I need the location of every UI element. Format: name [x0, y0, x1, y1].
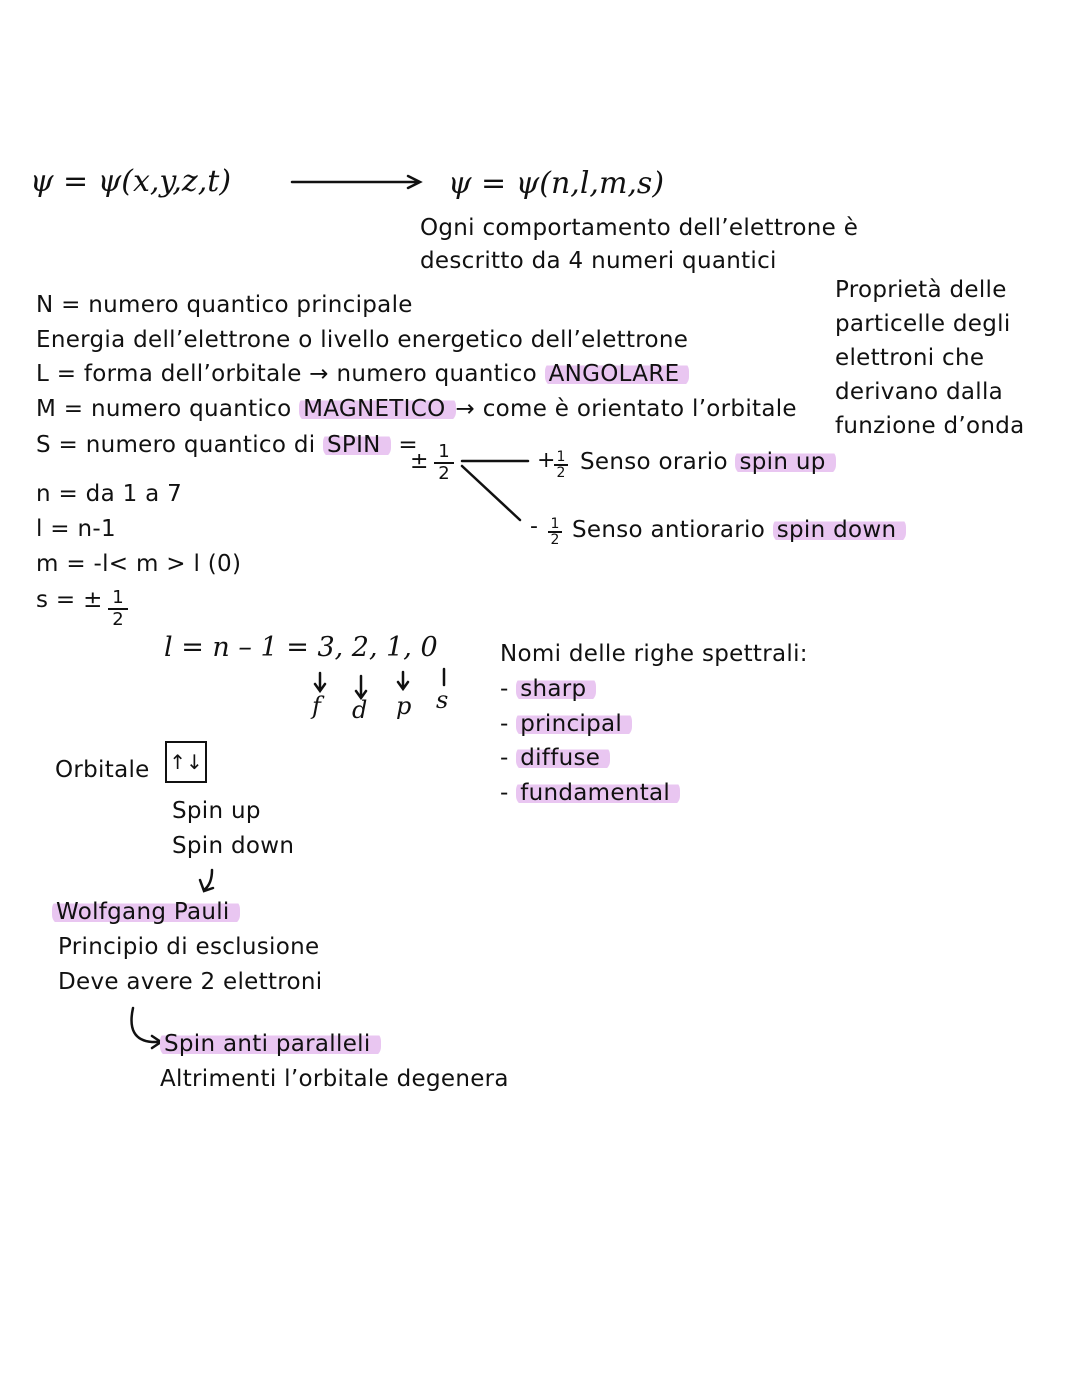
side-note-1: Proprietà delle — [835, 277, 1007, 303]
highlight-diffuse: diffuse — [516, 745, 610, 771]
range-m: m = -l< m > l (0) — [36, 551, 242, 577]
range-l: l = n-1 — [36, 516, 116, 542]
spectral-item-diffuse: - diffuse — [500, 742, 610, 774]
orbital-label: Orbitale — [55, 757, 150, 783]
spin-down-text: Senso antiorario — [572, 517, 766, 543]
highlight-magnetico: MAGNETICO — [299, 396, 455, 422]
orbital-spin-down: Spin down — [172, 833, 295, 859]
desc-line-2: descritto da 4 numeri quantici — [420, 248, 777, 274]
arrow-d — [356, 676, 366, 698]
spin-up-fraction — [554, 450, 568, 480]
s-line-post: = — [390, 432, 418, 458]
spin-down-fraction — [548, 517, 562, 547]
highlight-anti-paralleli: Spin anti paralleli — [160, 1031, 381, 1057]
range-s: s = ± — [36, 587, 103, 613]
arrow-pauli — [200, 870, 213, 891]
side-note-2: particelle degli — [835, 311, 1011, 337]
pauli-two-electrons: Deve avere 2 elettroni — [58, 969, 323, 995]
side-note-4: derivano dalla — [835, 379, 1004, 405]
highlight-pauli: Wolfgang Pauli — [52, 899, 240, 925]
n-line: N = numero quantico principale — [36, 292, 413, 318]
branch-down — [462, 466, 520, 520]
orbital-p: p — [396, 692, 412, 720]
arrow-p — [398, 672, 408, 689]
orbital-spin-up: Spin up — [172, 798, 261, 824]
spin-up-frac-den: 2 — [556, 465, 566, 481]
s-fraction — [434, 442, 454, 484]
spin-plus: + — [537, 448, 556, 473]
spin-down-frac-den: 2 — [550, 532, 560, 548]
m-line-text: M = numero quantico — [36, 396, 300, 422]
range-s-frac-num: 1 — [112, 587, 124, 608]
spectral-item-principal: - principal — [500, 708, 632, 740]
pauli-name-line — [52, 896, 240, 928]
highlight-spin: SPIN — [323, 432, 391, 458]
desc-line-1: Ogni comportamento dell’elettrone è — [420, 215, 859, 241]
l-line-text: L = forma dell’orbitale → numero quantico — [36, 361, 545, 387]
highlight-fundamental: fundamental — [516, 780, 680, 806]
arrow-hook — [132, 1008, 161, 1048]
spin-down-line — [572, 514, 906, 546]
s-line — [36, 429, 418, 461]
s-frac-num: 1 — [438, 441, 450, 462]
orbital-s: s — [436, 686, 449, 714]
orbital-d: d — [352, 696, 368, 724]
psi-right: ψ = ψ(n,l,m,s) — [448, 166, 665, 201]
spin-down-frac-num: 1 — [550, 516, 560, 532]
spin-up-text: Senso orario — [580, 449, 728, 475]
spin-minus: - — [530, 514, 538, 539]
spectral-item-sharp: - sharp — [500, 673, 596, 705]
range-s-fraction — [108, 588, 128, 630]
pauli-anti-line — [160, 1028, 381, 1060]
range-n: n = da 1 a 7 — [36, 481, 183, 507]
energy-line: Energia dell’elettrone o livello energetico dell’elettrone — [36, 327, 689, 353]
arrow-psi — [292, 176, 420, 188]
spin-up-line — [580, 446, 836, 478]
highlight-principal: principal — [516, 711, 632, 737]
highlight-spin-down: spin down — [773, 517, 907, 543]
pauli-degenerate: Altrimenti l’orbitale degenera — [160, 1066, 509, 1092]
side-note-3: elettroni che — [835, 345, 985, 371]
arrow-f — [315, 673, 325, 691]
orbital-f: f — [312, 692, 321, 720]
spectral-title: Nomi delle righe spettrali: — [500, 641, 808, 667]
s-frac-den: 2 — [438, 463, 450, 484]
spectral-item-fundamental: - fundamental — [500, 777, 680, 809]
highlight-sharp: sharp — [516, 676, 596, 702]
pauli-principle: Principio di esclusione — [58, 934, 320, 960]
highlight-spin-up: spin up — [735, 449, 835, 475]
l-line — [36, 358, 689, 390]
highlight-angolare: ANGOLARE — [545, 361, 690, 387]
range-s-frac-den: 2 — [112, 609, 124, 630]
s-pm: ± — [410, 449, 429, 474]
m-line — [36, 393, 797, 425]
psi-left: ψ = ψ(x,y,z,t) — [30, 164, 232, 199]
spin-up-frac-num: 1 — [556, 449, 566, 465]
orbital-box: ↑↓ — [165, 741, 207, 783]
side-note-5: funzione d’onda — [835, 413, 1025, 439]
s-line-text: S = numero quantico di — [36, 432, 324, 458]
m-line-post: → come è orientato l’orbitale — [455, 396, 797, 422]
l-formula: l = n – 1 = 3, 2, 1, 0 — [164, 632, 438, 663]
